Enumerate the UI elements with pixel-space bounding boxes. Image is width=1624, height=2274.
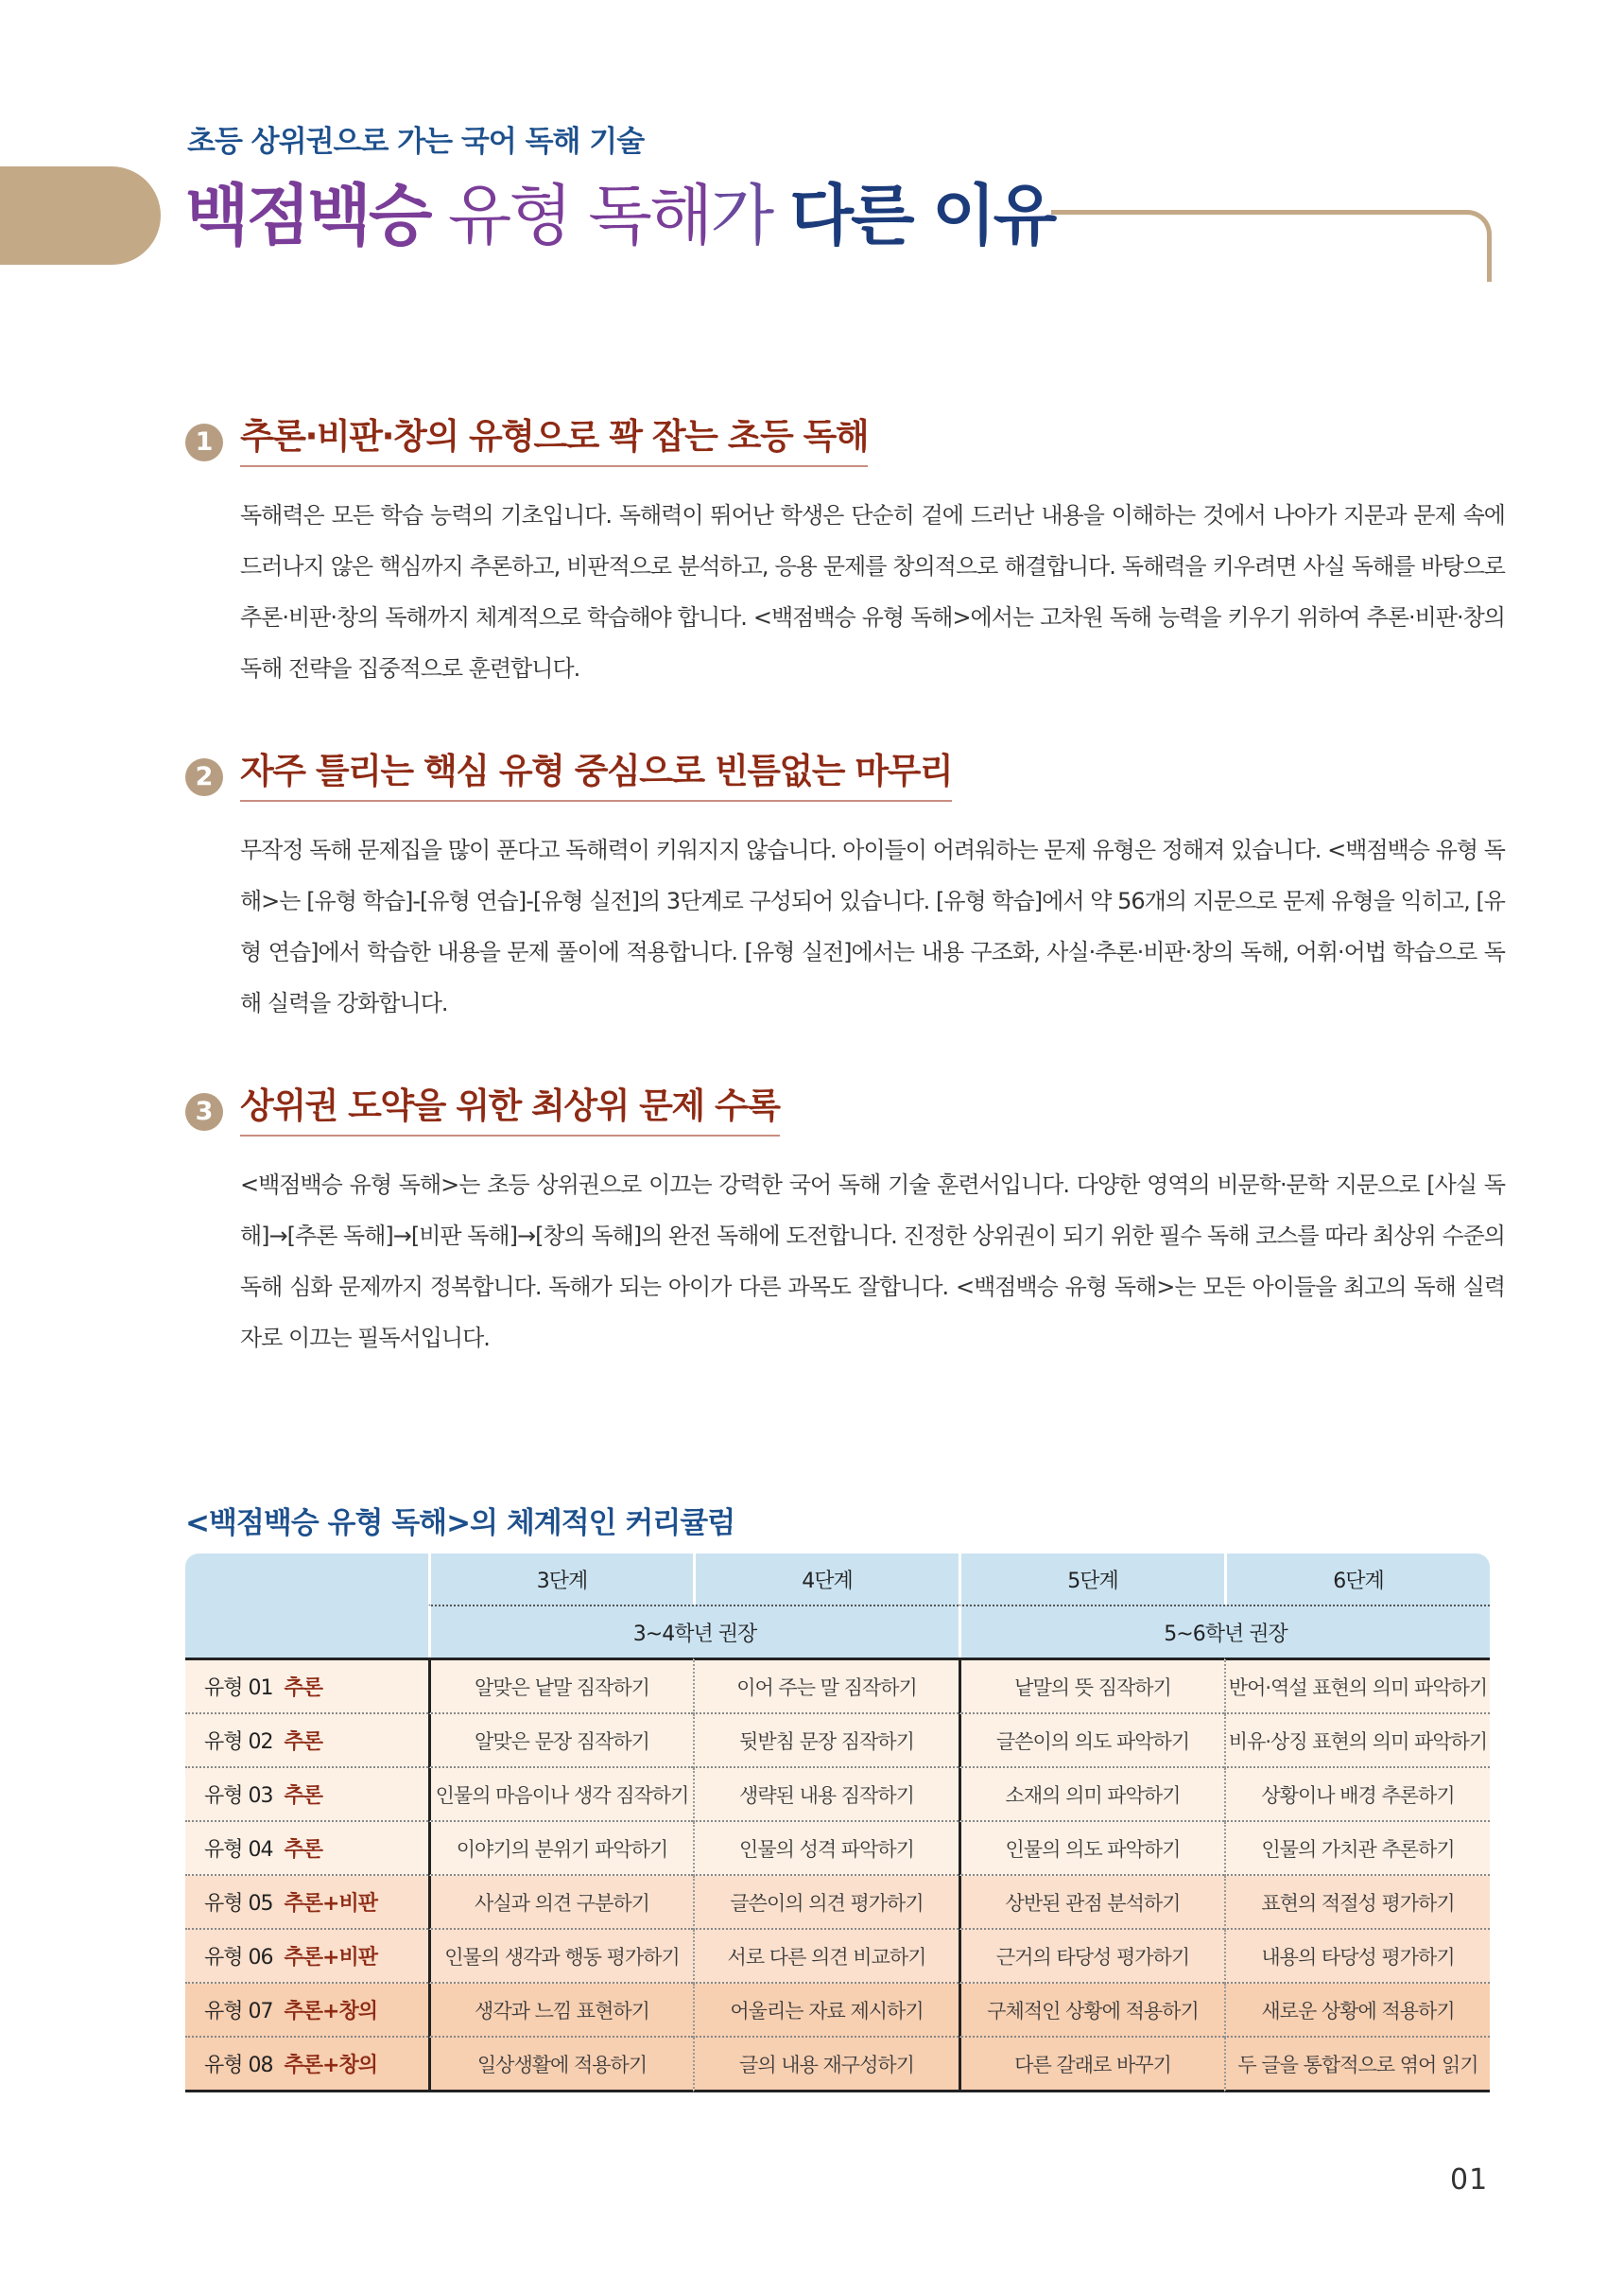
type-number: 유형 08 [204, 2054, 273, 2077]
skill-cell: 알맞은 문장 짐작하기 [428, 1714, 693, 1768]
section-title: 자주 틀리는 핵심 유형 중심으로 빈틈없는 마무리 [240, 749, 952, 802]
type-label-cell [185, 1930, 428, 1984]
skill-cell: 새로운 상황에 적용하기 [1224, 1984, 1490, 2038]
skill-cell: 사실과 의견 구분하기 [428, 1876, 693, 1930]
level-header: 3단계 [428, 1554, 693, 1605]
type-number: 유형 02 [204, 1730, 273, 1754]
type-number: 유형 06 [204, 1946, 273, 1970]
skill-cell: 이야기의 분위기 파악하기 [428, 1822, 693, 1876]
section-body: <백점백승 유형 독해>는 초등 상위권으로 이끄는 강력한 국어 독해 기술 훈련서입니다. 다양한 영역의 비문학·문학 지문으로 [사실 독해]→[추론 독해]→[비판 독해]→[창의 독해]의 완전 독해에 도전합니다. 진정한 상위권이 되기 위한 필수 독해 코스를 따라 최상위 수준의 독해 심화 문제까지 정복합니다. 독해가 되는 아이가 다른 과목도 잘합니다. <백점백승 유형 독해>는 모든 아이들을 최고의 독해 실력자로 이끄는 필독서입니다. [240, 1172, 1505, 1351]
table-row [185, 1768, 1490, 1822]
table-corner-cell [185, 1554, 428, 1658]
skill-cell: 다른 갈래로 바꾸기 [959, 2038, 1224, 2092]
type-label-cell [185, 1658, 428, 1714]
table-row [185, 1822, 1490, 1876]
table-row [185, 1930, 1490, 1984]
type-category: 추론+창의 [284, 2000, 377, 2023]
skill-cell: 이어 주는 말 짐작하기 [693, 1658, 959, 1714]
skill-cell: 소재의 의미 파악하기 [959, 1768, 1224, 1822]
skill-cell: 뒷받침 문장 짐작하기 [693, 1714, 959, 1768]
type-label-cell [185, 1768, 428, 1822]
skill-cell: 인물의 생각과 행동 평가하기 [428, 1930, 693, 1984]
skill-cell: 서로 다른 의견 비교하기 [693, 1930, 959, 1984]
section-1 [185, 414, 1509, 694]
skill-cell: 내용의 타당성 평가하기 [1224, 1930, 1490, 1984]
skill-cell: 상반된 관점 분석하기 [959, 1876, 1224, 1930]
section-body: 독해력은 모든 학습 능력의 기초입니다. 독해력이 뛰어난 학생은 단순히 겉에 드러난 내용을 이해하는 것에서 나아가 지문과 문제 속에 드러나지 않은 핵심까지 추론하고, 비판적으로 분석하고, 응용 문제를 창의적으로 해결합니다. 독해력을 키우려면 사실 독해를 바탕으로 추론·비판·창의 독해까지 체계적으로 학습해야 합니다. <백점백승 유형 독해>에서는 고차원 독해 능력을 키우기 위하여 추론·비판·창의 독해 전략을 집중적으로 훈련합니다. [240, 502, 1505, 682]
type-category: 추론 [284, 1730, 323, 1754]
section-number-badge: 2 [185, 758, 223, 796]
type-category: 추론+비판 [284, 1946, 377, 1970]
type-number: 유형 05 [204, 1892, 273, 1916]
skill-cell: 상황이나 배경 추론하기 [1224, 1768, 1490, 1822]
grade-header: 3~4학년 권장 [428, 1605, 959, 1658]
page-number: 01 [1450, 2163, 1489, 2196]
skill-cell: 글쓴이의 의도 파악하기 [959, 1714, 1224, 1768]
book-subtitle: 초등 상위권으로 가는 국어 독해 기술 [187, 125, 645, 159]
skill-cell: 반어·역설 표현의 의미 파악하기 [1224, 1658, 1490, 1714]
skill-cell: 글쓴이의 의견 평가하기 [693, 1876, 959, 1930]
title-part-brand: 백점백승 [185, 177, 430, 254]
section-body: 무작정 독해 문제집을 많이 푼다고 독해력이 키워지지 않습니다. 아이들이 어려워하는 문제 유형은 정해져 있습니다. <백점백승 유형 독해>는 [유형 학습]-[유형 연습]-[유형 실전]의 3단계로 구성되어 있습니다. [유형 학습]에서 약 56개의 지문으로 문제 유형을 익히고, [유형 연습]에서 학습한 내용을 문제 풀이에 적용합니다. [유형 실전]에서는 내용 구조화, 사실·추론·비판·창의 독해, 어휘·어법 학습으로 독해 실력을 강화합니다. [240, 837, 1505, 1016]
curriculum-title: <백점백승 유형 독해>의 체계적인 커리큘럼 [185, 1506, 735, 1540]
section-3 [185, 1084, 1509, 1363]
skill-cell: 인물의 가치관 추론하기 [1224, 1822, 1490, 1876]
level-header: 4단계 [693, 1554, 959, 1605]
table-row [185, 2038, 1490, 2092]
section-header [185, 749, 1509, 811]
title-part-reason: 다른 이유 [789, 177, 1055, 254]
type-category: 추론 [284, 1784, 323, 1808]
skill-cell: 어울리는 자료 제시하기 [693, 1984, 959, 2038]
type-category: 추론+비판 [284, 1892, 377, 1916]
type-category: 추론+창의 [284, 2054, 377, 2077]
title-underline-decoration [1051, 210, 1492, 282]
section-header [185, 414, 1509, 477]
section-title: 상위권 도약을 위한 최상위 문제 수록 [240, 1084, 780, 1137]
table-row [185, 1714, 1490, 1768]
section-header [185, 1084, 1509, 1146]
type-number: 유형 04 [204, 1838, 273, 1862]
section-number-badge: 3 [185, 1093, 223, 1131]
type-number: 유형 01 [204, 1676, 273, 1700]
section-number-badge: 1 [185, 424, 223, 461]
skill-cell: 일상생활에 적용하기 [428, 2038, 693, 2092]
level-header: 5단계 [959, 1554, 1224, 1605]
type-category: 추론 [284, 1838, 323, 1862]
skill-cell: 두 글을 통합적으로 엮어 읽기 [1224, 2038, 1490, 2092]
section-2 [185, 749, 1509, 1029]
type-number: 유형 07 [204, 2000, 273, 2023]
type-number: 유형 03 [204, 1784, 273, 1808]
skill-cell: 낱말의 뜻 짐작하기 [959, 1658, 1224, 1714]
type-label-cell [185, 1822, 428, 1876]
table-row [185, 1984, 1490, 2038]
grade-header: 5~6학년 권장 [959, 1605, 1490, 1658]
type-category: 추론 [284, 1676, 323, 1700]
skill-cell: 표현의 적절성 평가하기 [1224, 1876, 1490, 1930]
skill-cell: 생각과 느낌 표현하기 [428, 1984, 693, 2038]
title-part-type: 유형 독해 [429, 177, 711, 254]
table-row [185, 1658, 1490, 1714]
type-label-cell [185, 2038, 428, 2092]
skill-cell: 비유·상징 표현의 의미 파악하기 [1224, 1714, 1490, 1768]
skill-cell: 근거의 타당성 평가하기 [959, 1930, 1224, 1984]
section-title: 추론·비판·창의 유형으로 꽉 잡는 초등 독해 [240, 414, 868, 467]
header-tab-decoration [0, 166, 161, 265]
skill-cell: 인물의 의도 파악하기 [959, 1822, 1224, 1876]
type-label-cell [185, 1984, 428, 2038]
level-header-row [185, 1554, 1490, 1605]
skill-cell: 글의 내용 재구성하기 [693, 2038, 959, 2092]
title-part-particle: 가 [710, 177, 790, 254]
type-label-cell [185, 1714, 428, 1768]
skill-cell: 알맞은 낱말 짐작하기 [428, 1658, 693, 1714]
table-row [185, 1876, 1490, 1930]
page-title [185, 168, 1054, 263]
skill-cell: 구체적인 상황에 적용하기 [959, 1984, 1224, 2038]
skill-cell: 생략된 내용 짐작하기 [693, 1768, 959, 1822]
skill-cell: 인물의 성격 파악하기 [693, 1822, 959, 1876]
level-header: 6단계 [1224, 1554, 1490, 1605]
skill-cell: 인물의 마음이나 생각 짐작하기 [428, 1768, 693, 1822]
type-label-cell [185, 1876, 428, 1930]
curriculum-table [185, 1554, 1490, 2092]
